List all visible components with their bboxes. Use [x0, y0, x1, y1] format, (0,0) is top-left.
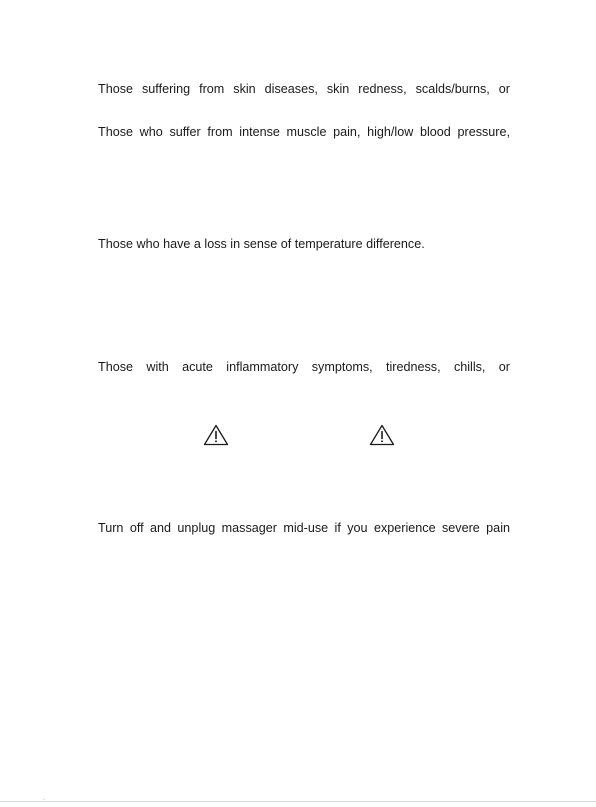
page-corner-mark: ˙	[43, 798, 46, 807]
temperature-sense-line: Those who have a loss in sense of temperature difference.	[98, 237, 425, 251]
turn-off-instruction-line: Turn off and unplug massager mid-use if you experience severe pain	[98, 521, 510, 535]
warning-triangle-icon	[369, 424, 395, 446]
page-bottom-divider	[0, 801, 596, 802]
warning-triangle-icon	[203, 424, 229, 446]
inflammatory-symptoms-line: Those with acute inflammatory symptoms, tiredness, chills, or	[98, 360, 510, 374]
muscle-pain-line: Those who suffer from intense muscle pain, high/low blood pressure,	[98, 125, 510, 139]
skin-condition-line: Those suffering from skin diseases, skin redness, scalds/burns, or	[98, 82, 510, 96]
